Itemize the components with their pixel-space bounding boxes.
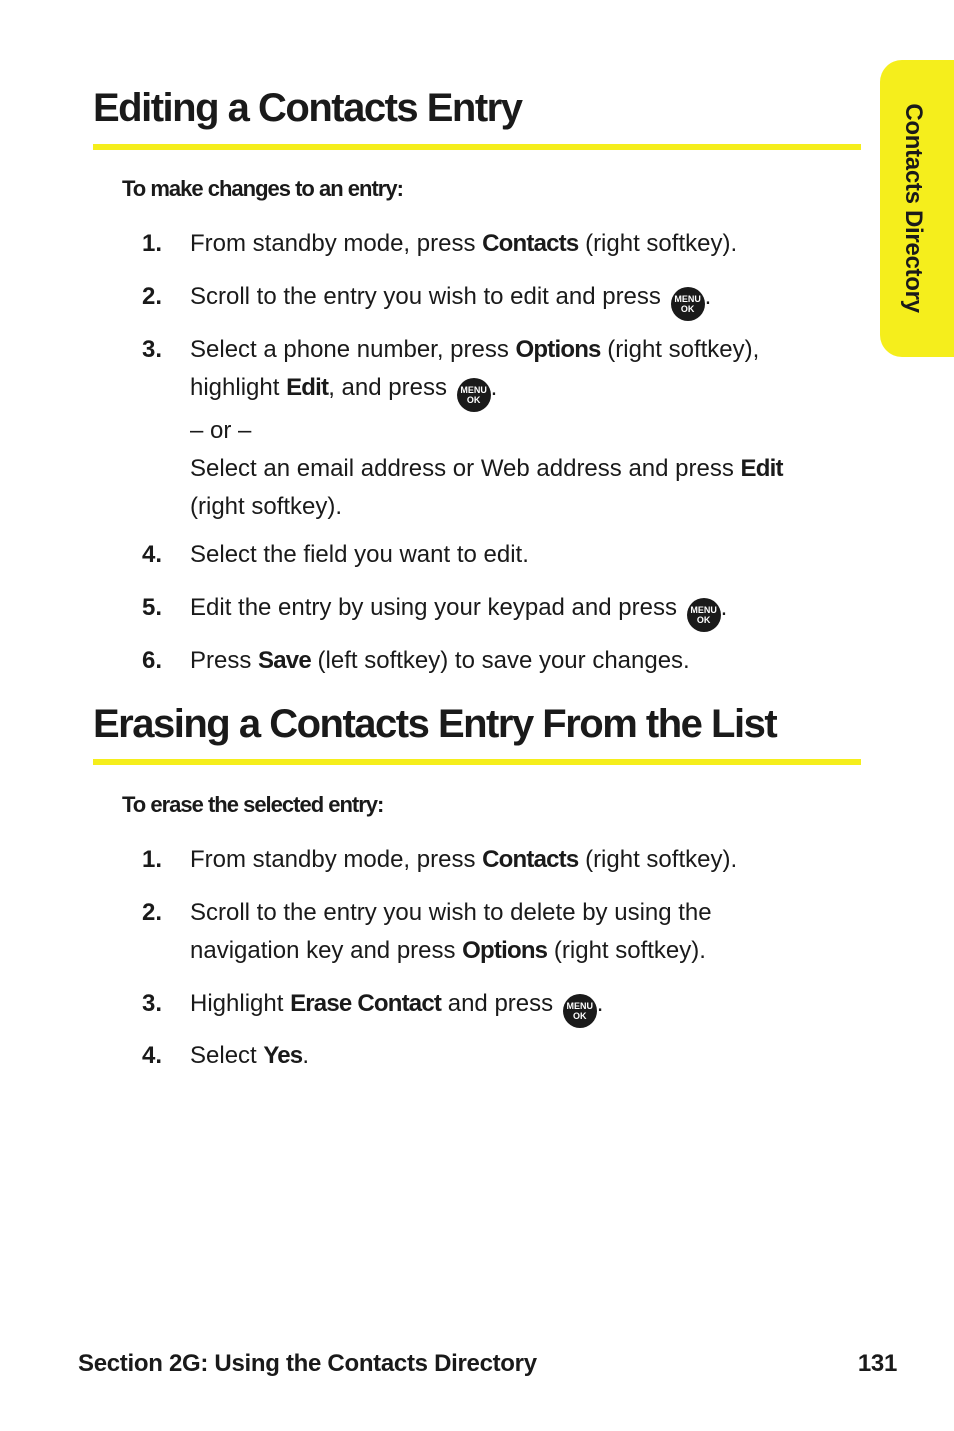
s2-step-2: [142, 894, 842, 970]
section2-rule: [93, 759, 861, 765]
s2-step-3: [142, 985, 842, 1028]
menu-item-label: Yes: [263, 1042, 303, 1069]
s1-step-1: [142, 225, 842, 263]
step-text: .: [302, 1042, 310, 1069]
menu-ok-key-icon: MENU OK: [671, 287, 705, 321]
step-text: Select the field you want to edit.: [190, 541, 529, 568]
menu-ok-key-icon: MENU OK: [687, 598, 721, 632]
step-text: .: [596, 990, 604, 1017]
side-tab-label: Contacts Directory: [900, 103, 927, 313]
step-number: 1.: [142, 846, 163, 873]
softkey-label: Contacts: [482, 846, 579, 873]
step-number: 3.: [142, 990, 163, 1017]
step-number: 5.: [142, 594, 163, 621]
s1-step-6: [142, 642, 842, 680]
step-text: Select: [190, 1042, 264, 1069]
step-text: Press: [190, 647, 259, 674]
step-number: 1.: [142, 230, 163, 257]
step-text: (right softkey).: [190, 493, 343, 520]
page-number: 131: [857, 1350, 897, 1377]
section2-intro: To erase the selected entry:: [122, 792, 384, 817]
section1-rule: [93, 144, 861, 150]
step-number: 2.: [142, 283, 163, 310]
step-number: 6.: [142, 647, 163, 674]
step-text: , and press: [328, 374, 454, 401]
step-text: (right softkey), highlight: [190, 336, 760, 401]
step-text: Highlight: [190, 990, 291, 1017]
s1-step-3: [142, 331, 842, 526]
step-text: .: [720, 594, 728, 621]
softkey-label: Save: [258, 647, 311, 674]
step-text: From standby mode, press: [190, 230, 483, 257]
step-text: .: [490, 374, 498, 401]
step-number: 3.: [142, 336, 163, 363]
step-text: Scroll to the entry you wish to edit and press: [190, 283, 668, 310]
or-separator: – or –: [190, 417, 252, 444]
menu-ok-key-icon: MENU OK: [457, 378, 491, 412]
softkey-label: Options: [515, 336, 601, 363]
step-text: Edit the entry by using your keypad and press: [190, 594, 684, 621]
s1-step-4: [142, 536, 842, 574]
step-text: (right softkey).: [547, 937, 706, 964]
step-text: and press: [441, 990, 560, 1017]
softkey-label: Edit: [740, 455, 783, 482]
step-text: .: [704, 283, 712, 310]
section1-intro: To make changes to an entry:: [122, 176, 403, 201]
footer-section-label: Section 2G: Using the Contacts Directory: [78, 1350, 537, 1377]
section1-title: Editing a Contacts Entry: [93, 86, 522, 130]
step-text: (left softkey) to save your changes.: [310, 647, 690, 674]
step-text: Scroll to the entry you wish to delete by using the navigation key and press: [190, 899, 712, 964]
menu-item-label: Erase Contact: [290, 990, 442, 1017]
step-text: (right softkey).: [578, 846, 738, 873]
s1-step-2: [142, 278, 842, 321]
step-text: Select a phone number, press: [190, 336, 516, 363]
softkey-label: Options: [462, 937, 548, 964]
step-text: Select an email address or Web address and press: [190, 455, 741, 482]
s2-step-1: [142, 841, 842, 879]
s1-step-5: [142, 589, 842, 632]
s2-step-4: [142, 1037, 842, 1075]
step-text: (right softkey).: [578, 230, 738, 257]
step-number: 4.: [142, 1042, 163, 1069]
step-number: 4.: [142, 541, 163, 568]
step-number: 2.: [142, 899, 163, 926]
section2-title: Erasing a Contacts Entry From the List: [93, 702, 777, 746]
softkey-label: Contacts: [482, 230, 579, 257]
menu-ok-key-icon: MENU OK: [563, 994, 597, 1028]
step-text: From standby mode, press: [190, 846, 483, 873]
menu-item-label: Edit: [286, 374, 329, 401]
